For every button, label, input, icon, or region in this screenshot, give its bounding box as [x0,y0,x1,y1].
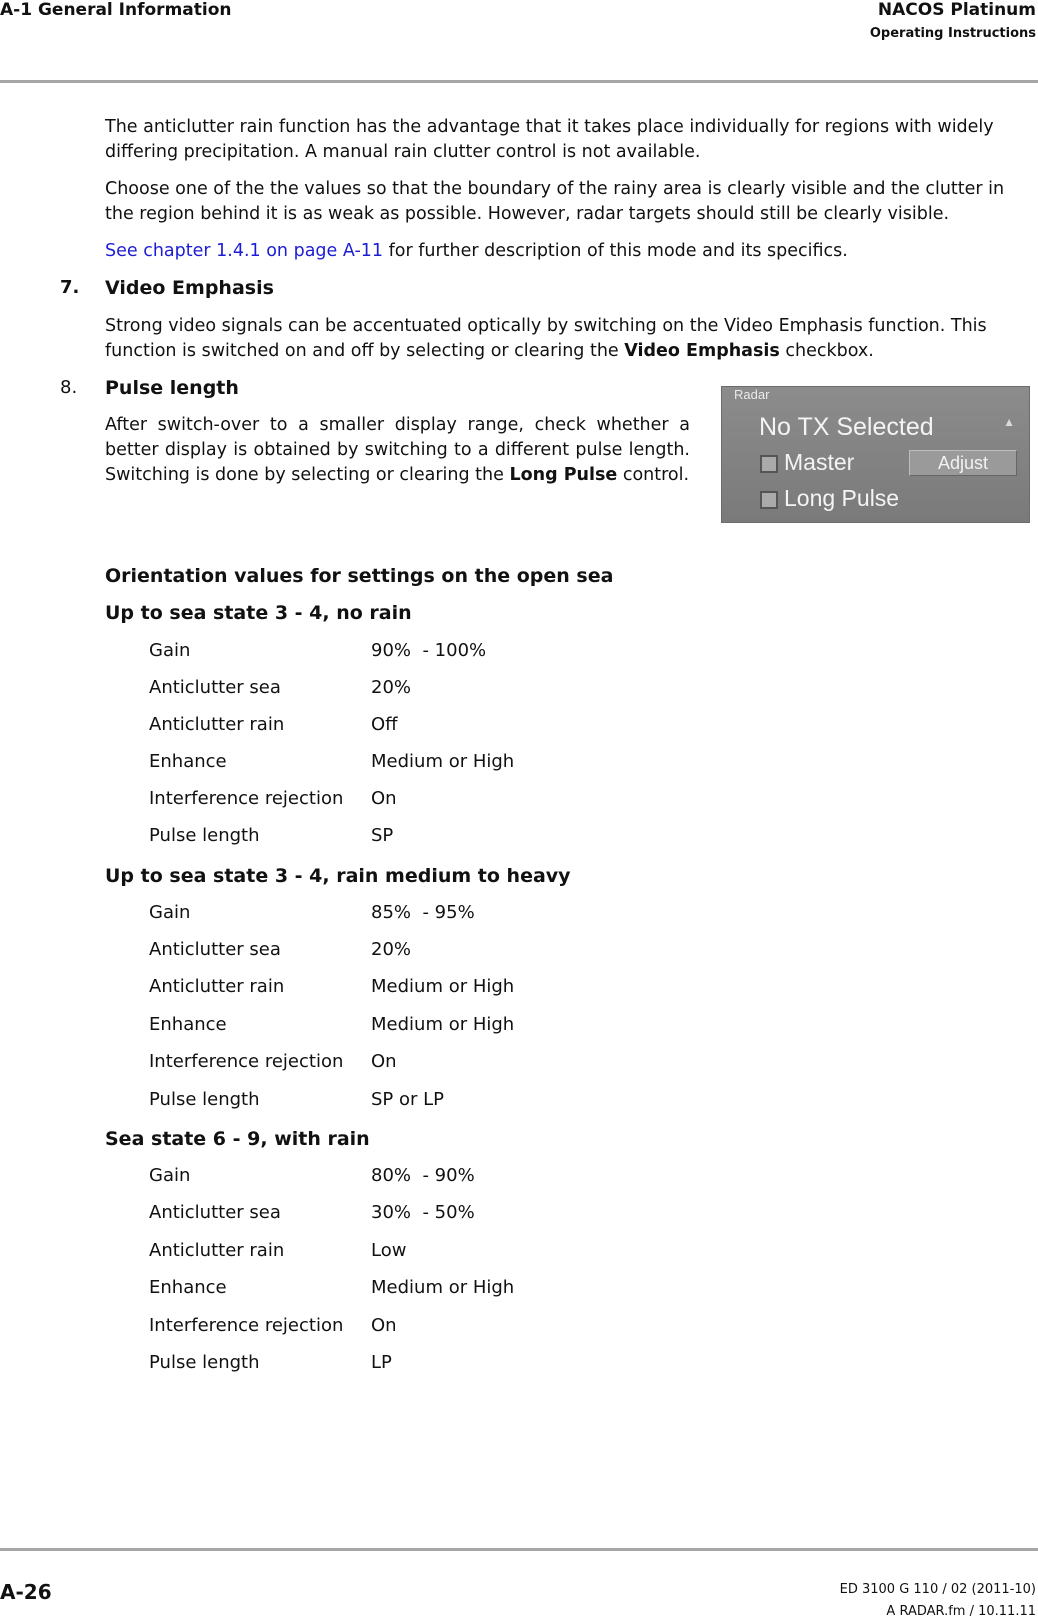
item-7-text-a: Strong video signals can be accentuated optically by switching on the Video Emphasis function. This function is switched on and off by selecting or clearing the [105,316,987,361]
document-id: ED 3100 G 110 / 02 (2011-10) [839,1582,1036,1597]
setting-label: Gain [149,1165,191,1186]
setting-row [149,974,649,1000]
radar-panel-title: Radar [734,387,770,402]
setting-label: Enhance [149,751,227,772]
group-1-title: Up to sea state 3 - 4, no rain [105,602,412,624]
item-7-bold: Video Emphasis [624,341,780,361]
setting-row [149,1012,649,1038]
setting-row [149,1163,649,1189]
setting-row [149,675,649,701]
setting-value: LP [371,1352,392,1373]
setting-value: 20% [371,677,412,698]
radar-panel-screenshot [721,386,1030,523]
item-8-text-b: control. [617,465,690,485]
intro-paragraph-3-text: for further description of this mode and its specifics. [383,241,848,261]
setting-label: Pulse length [149,1352,260,1373]
setting-label: Enhance [149,1014,227,1035]
file-reference: A RADAR.fm / 10.11.11 [886,1604,1036,1619]
setting-row [149,1350,649,1376]
setting-value: Medium or High [371,751,515,772]
setting-row [149,1313,649,1339]
item-7-number: 7. [60,277,80,298]
long-pulse-label: Long Pulse [784,485,900,511]
section-title: A-1 General Information [0,0,232,20]
setting-row [149,1275,649,1301]
setting-value: Medium or High [371,1014,515,1035]
header-rule [0,80,1038,83]
setting-row [149,638,649,664]
setting-value: SP or LP [371,1089,445,1110]
setting-label: Gain [149,902,191,923]
setting-value: SP [371,825,394,846]
item-8-number: 8. [60,377,78,398]
item-8-heading: Pulse length [105,377,239,399]
setting-row [149,823,649,849]
setting-row [149,1049,649,1075]
footer-right [840,1579,1036,1623]
setting-row [149,900,649,926]
long-pulse-checkbox[interactable] [760,491,778,509]
item-8-bold: Long Pulse [509,465,618,485]
chapter-link[interactable]: See chapter 1.4.1 on page A-11 [105,241,384,261]
setting-value: On [371,788,397,809]
tx-selection-dropdown[interactable]: No TX Selected [759,413,934,441]
intro-paragraph-1: The anticlutter rain function has the advantage that it takes place individually for regions with widely differing precipitation. A manual rain clutter control is not available. [105,117,994,162]
setting-row [149,1087,649,1113]
setting-value: 85% - 95% [371,902,475,923]
setting-value: Medium or High [371,976,515,997]
orientation-title: Orientation values for settings on the open sea [105,565,614,587]
setting-label: Anticlutter sea [149,939,281,960]
setting-label: Gain [149,640,191,661]
setting-label: Anticlutter sea [149,677,281,698]
group-2-title: Up to sea state 3 - 4, rain medium to heavy [105,865,571,887]
setting-value: 80% - 90% [371,1165,475,1186]
setting-label: Anticlutter rain [149,976,285,997]
setting-label: Interference rejection [149,788,344,809]
item-8-text-a: After switch-over to a smaller display range, check whether a better display is obtained by switching to a different pulse length. Switching is done by selecting or clearing the [105,415,690,485]
setting-label: Interference rejection [149,1051,344,1072]
setting-value: 30% - 50% [371,1202,475,1223]
item-7-heading: Video Emphasis [105,277,274,299]
setting-label: Pulse length [149,1089,260,1110]
adjust-button[interactable]: Adjust [909,450,1017,476]
header-right [870,0,1036,41]
setting-row [149,786,649,812]
document-type: Operating Instructions [869,26,1036,41]
master-label: Master [784,449,855,475]
setting-value: 20% [371,939,412,960]
setting-row [149,712,649,738]
item-7-text-b: checkbox. [779,341,874,361]
setting-label: Anticlutter rain [149,714,285,735]
item-7-text [105,314,1035,364]
intro-paragraph-2: Choose one of the the values so that the boundary of the rainy area is clearly visible and the clutter in the region behind it is as weak as possible. However, radar targets should still be clearly visible. [105,179,1005,224]
setting-label: Anticlutter rain [149,1240,285,1261]
setting-label: Enhance [149,1277,227,1298]
setting-label: Interference rejection [149,1315,344,1336]
setting-row [149,1200,649,1226]
setting-value: Low [371,1240,407,1261]
master-checkbox[interactable] [760,455,778,473]
setting-value: On [371,1051,397,1072]
product-name: NACOS Platinum [877,0,1036,20]
setting-row [149,749,649,775]
setting-label: Pulse length [149,825,260,846]
setting-value: Medium or High [371,1277,515,1298]
dropdown-arrow-icon: ▲ [1003,415,1015,429]
page-number: A-26 [0,1580,52,1604]
setting-row [149,1238,649,1264]
intro-paragraph-3 [105,239,1035,264]
setting-row [149,937,649,963]
setting-value: Off [371,714,398,735]
setting-value: 90% - 100% [371,640,487,661]
group-3-title: Sea state 6 - 9, with rain [105,1128,370,1150]
setting-label: Anticlutter sea [149,1202,281,1223]
item-8-text [105,413,690,488]
footer-rule [0,1548,1038,1551]
setting-value: On [371,1315,397,1336]
